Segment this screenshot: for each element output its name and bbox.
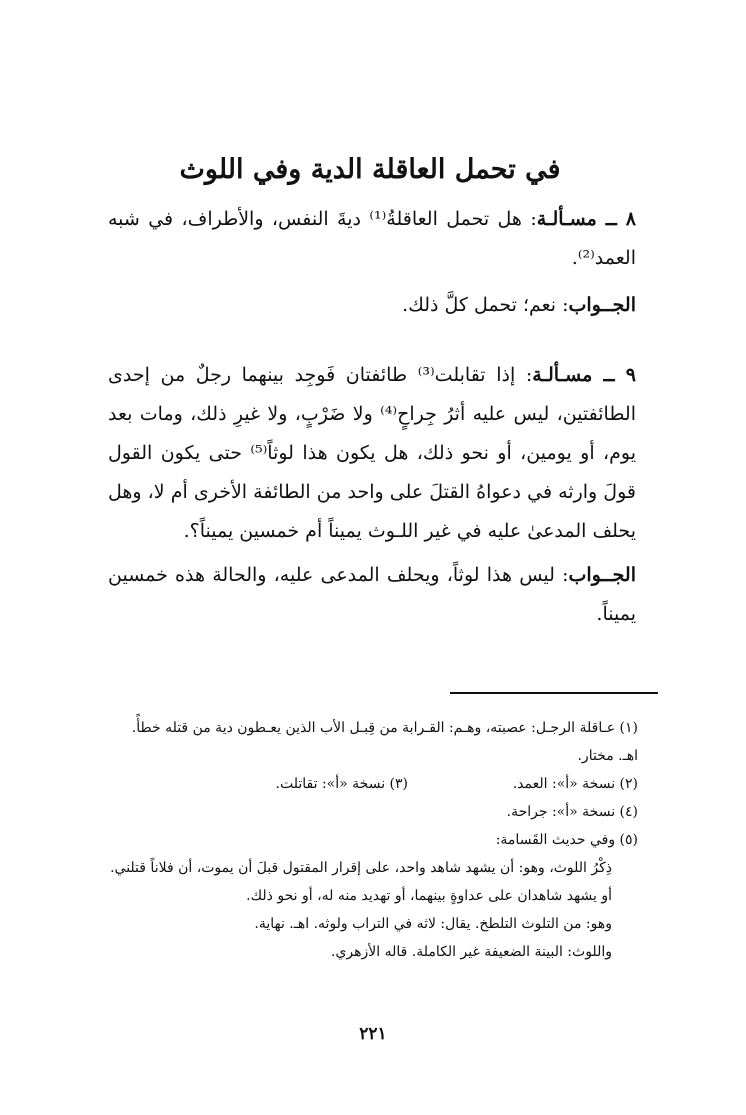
footnote-divider — [450, 692, 658, 694]
footnote-2: (٢) نسخة «أ»: العمد. — [512, 776, 638, 792]
footnote-5-line-3: وهو: من التلوث التلطخ. يقال: لاثه في التراب ولوثه. اهـ. نهاية. — [254, 916, 612, 932]
question-9-text: : إذا تقابلت⁽³⁾ طائفتان فَوجِد بينهما رجلٌ من إحدى الطائفتين، ليس عليه أثرُ جِراحٍ⁽⁴⁾ ولا ضَرْبٍ، ولا غيرِ ذلك، ومات بعد يوم، أو يومين، أو نحو ذلك، هل يكون هذا لوثاً⁽⁵⁾ حتى يكون القول قولَ وارثه في دعواهُ القتلَ على واحد من الطائفة الأخرى أم لا، وهل يحلف المدعىٰ عليه في غير اللـوث يميناً أم خمسين يميناً؟. — [108, 364, 636, 542]
footnote-row-2-3 — [108, 770, 638, 798]
answer-9 — [108, 556, 636, 634]
footnote-5: (٥) وفي حديث القَسامة: — [495, 832, 638, 848]
question-8-label: ٨ ــ مسـألـة — [536, 208, 637, 230]
answer-8-text: : نعم؛ تحمل كلَّ ذلك. — [402, 294, 569, 316]
question-8 — [108, 200, 636, 278]
footnote-1: (١) عـاقلة الرجـل: عصبته، وهـم: القـرابة من قِبـل الأب الذين يعـطون دية من قتله خطأً. اهـ. مختار. — [131, 720, 638, 764]
chapter-title: في تحمل العاقلة الدية وفي اللوث — [179, 154, 561, 185]
answer-8-label: الجــواب — [568, 294, 636, 316]
footnote-5-line-4: واللوث: البينة الضعيفة غير الكاملة. قاله الأزهري. — [331, 944, 612, 960]
answer-9-text: : ليس هذا لوثاً، ويحلف المدعى عليه، والحالة هذه خمسين يميناً. — [108, 564, 636, 625]
footnote-4: (٤) نسخة «أ»: جراحة. — [506, 804, 638, 820]
question-8-text: : هل تحمل العاقلةُ⁽¹⁾ ديةَ النفس، والأطراف، في شبه العمد⁽²⁾. — [108, 208, 636, 269]
footnote-3: (٣) نسخة «أ»: تقاتلت. — [275, 776, 408, 792]
footnote-5-line-2: أو يشهد شاهدان على عداوةٍ بينهما، أو تهديد منه له، أو نحو ذلك. — [246, 888, 612, 904]
answer-8 — [108, 286, 636, 325]
question-9-label: ٩ ــ مسـألـة — [532, 364, 637, 386]
answer-9-label: الجــواب — [568, 564, 636, 586]
footnotes — [108, 714, 638, 966]
page-number: ٢٢١ — [359, 1024, 387, 1044]
footnote-5-line-1: ذِكْرُ اللوث، وهو: أن يشهد شاهد واحد، على إقرار المقتول قبلَ أن يموت، أن فلاناً قتلني. — [110, 860, 612, 876]
question-9 — [108, 356, 636, 551]
